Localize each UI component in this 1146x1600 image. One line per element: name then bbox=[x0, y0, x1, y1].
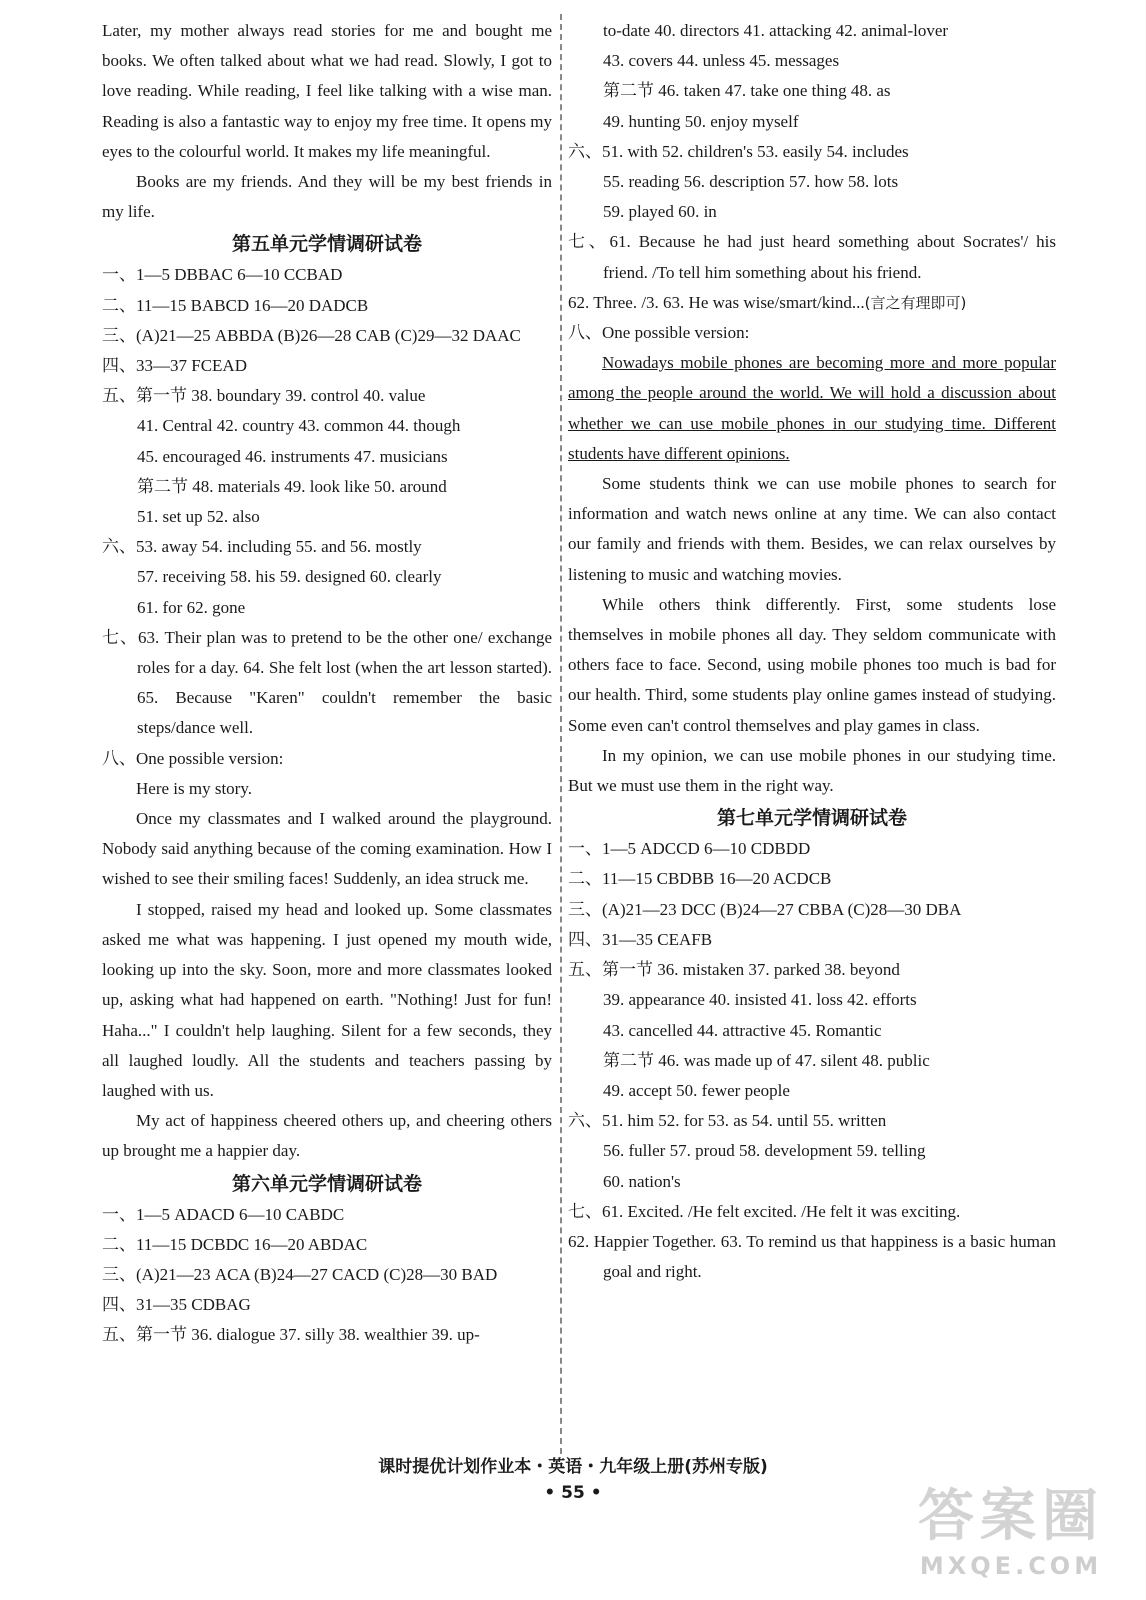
answer-line: 45. encouraged 46. instruments 47. musicians bbox=[137, 446, 448, 466]
column-divider bbox=[560, 14, 562, 1454]
essay-paragraph: Some students think we can use mobile phones to search for information and watch news online at any time. We can also contact our family and friends with them. Besides, we can relax ourselves by listening to music and watching movies. bbox=[568, 474, 1056, 584]
answer-line: 60. nation's bbox=[603, 1171, 681, 1191]
answer-line: 三、(A)21—23 DCC (B)24—27 CBBA (C)28—30 DBA bbox=[568, 899, 962, 919]
section-title-unit7: 第七单元学情调研试卷 bbox=[716, 807, 907, 830]
essay-paragraph: Books are my friends. And they will be my best friends in my life. bbox=[102, 172, 552, 222]
answer-line: 55. reading 56. description 57. how 58. lots bbox=[603, 172, 899, 192]
answer-line: 39. appearance 40. insisted 41. loss 42. efforts bbox=[603, 990, 917, 1010]
answer-line: 56. fuller 57. proud 58. development 59. telling bbox=[603, 1141, 926, 1161]
essay-paragraph: My act of happiness cheered others up, and cheering others up brought me a happier day. bbox=[102, 1111, 552, 1161]
answer-line: 六、53. away 54. including 55. and 56. mostly bbox=[102, 537, 422, 557]
answer-line: 61. for 62. gone bbox=[137, 597, 246, 617]
answer-line bbox=[568, 288, 1056, 318]
section-title-unit5: 第五单元学情调研试卷 bbox=[231, 233, 422, 256]
answer-text: 62. Three. /3. 63. He was wise/smart/kind... bbox=[568, 292, 865, 312]
book-series-title: 课时提优计划作业本・英语・九年级上册(苏州专版) bbox=[378, 1457, 768, 1477]
essay-paragraph: Later, my mother always read stories for me and bought me books. We often talked about what we had read. Slowly, I got to love reading. While reading, I feel like talking with a wise man. Reading is also a fantastic way to enjoy my free time. It opens my eyes to the colourful world. It makes my life meaningful. bbox=[102, 21, 552, 161]
answer-line: 第二节 46. taken 47. take one thing 48. as bbox=[603, 81, 891, 101]
answer-paragraph: 62. Happier Together. 63. To remind us that happiness is a basic human goal and right. bbox=[568, 1231, 1056, 1282]
essay-paragraph: Once my classmates and I walked around the playground. Nobody said anything because of the coming examination. How I wished to see their smiling faces! Suddenly, an idea struck me. bbox=[102, 809, 552, 889]
answer-line: 八、One possible version: bbox=[102, 748, 284, 768]
answer-paragraph: 七、63. Their plan was to pretend to be the other one/ exchange roles for a day. 64. She felt lost (when the art lesson started). 65. Because "Karen" couldn't remember the basic steps/dance well. bbox=[102, 627, 552, 738]
answer-line: 六、51. him 52. for 53. as 54. until 55. written bbox=[568, 1111, 887, 1131]
answer-line: 六、51. with 52. children's 53. easily 54. includes bbox=[568, 141, 909, 161]
answer-line: 二、11—15 CBDBB 16—20 ACDCB bbox=[568, 869, 832, 889]
answer-line: 43. cancelled 44. attractive 45. Romantic bbox=[603, 1020, 882, 1040]
answer-line: to-date 40. directors 41. attacking 42. animal-lover bbox=[603, 21, 949, 40]
answer-line: 51. set up 52. also bbox=[137, 507, 260, 527]
answer-line: 四、31—35 CDBAG bbox=[102, 1295, 251, 1315]
answer-line: 八、One possible version: bbox=[568, 323, 750, 343]
answer-line: 七、61. Excited. /He felt excited. /He felt it was exciting. bbox=[568, 1201, 961, 1221]
essay-paragraph: While others think differently. First, some students lose themselves in mobile phones all day. They seldom communicate with others face to face. Second, using mobile phones too much is bad for our health. Third, some students play online games instead of studying. Some even can't control themselves and play games in class. bbox=[568, 594, 1056, 735]
answer-line: 四、31—35 CEAFB bbox=[568, 929, 713, 949]
page-number: • 55 • bbox=[544, 1483, 602, 1503]
site-watermark bbox=[886, 1482, 1136, 1592]
essay-paragraph: I stopped, raised my head and looked up. Some classmates asked me what was happening. I just opened my mouth wide, looking up into the sky. Soon, more and more classmates looked up, asking what had happened on earth. "Nothing! Just for fun! Haha..." I couldn't help laughing. Silent for a few seconds, they all laughed loudly. All the students and teachers passing by laughed with us. bbox=[102, 899, 552, 1100]
answer-line: 59. played 60. in bbox=[603, 202, 717, 222]
watermark-url: MXQE.COM bbox=[919, 1552, 1103, 1580]
story-title: Here is my story. bbox=[136, 778, 252, 798]
answer-line: 一、1—5 DBBAC 6—10 CCBAD bbox=[102, 265, 343, 285]
essay-intro-underlined: Nowadays mobile phones are becoming more and more popular among the people around the world. We will hold a discussion about whether we can use mobile phones in our studying time. Different students have different opinions. bbox=[568, 353, 1056, 463]
answer-line: 第二节 46. was made up of 47. silent 48. public bbox=[603, 1050, 930, 1070]
left-column bbox=[102, 16, 552, 1351]
answer-line: 三、(A)21—23 ACA (B)24—27 CACD (C)28—30 BAD bbox=[102, 1264, 498, 1284]
right-column bbox=[568, 16, 1056, 1287]
answer-line: 二、11—15 BABCD 16—20 DADCB bbox=[102, 295, 369, 315]
answer-line: 一、1—5 ADACD 6—10 CABDC bbox=[102, 1204, 345, 1224]
answer-line: 第二节 48. materials 49. look like 50. around bbox=[137, 476, 447, 496]
section-title-unit6: 第六单元学情调研试卷 bbox=[231, 1172, 422, 1195]
answer-line: 41. Central 42. country 43. common 44. though bbox=[137, 416, 461, 436]
answer-line: 二、11—15 DCBDC 16—20 ABDAC bbox=[102, 1234, 368, 1254]
answer-line: 一、1—5 ADCCD 6—10 CDBDD bbox=[568, 839, 811, 859]
answer-line: 五、第一节 38. boundary 39. control 40. value bbox=[102, 386, 426, 406]
answer-line: 43. covers 44. unless 45. messages bbox=[603, 51, 840, 71]
answer-line: 五、第一节 36. mistaken 37. parked 38. beyond bbox=[568, 960, 900, 980]
answer-line: 57. receiving 58. his 59. designed 60. clearly bbox=[137, 567, 442, 587]
answer-line: 三、(A)21—25 ABBDA (B)26—28 CAB (C)29—32 DAAC bbox=[102, 325, 521, 345]
answer-paragraph: 七、61. Because he had just heard something about Socrates'/ his friend. /To tell him something about his friend. bbox=[568, 232, 1056, 282]
answer-line: 49. accept 50. fewer people bbox=[603, 1080, 790, 1100]
essay-paragraph: In my opinion, we can use mobile phones in our studying time. But we must use them in the right way. bbox=[568, 745, 1056, 796]
grading-note: (言之有理即可) bbox=[864, 293, 967, 312]
answer-line: 四、33—37 FCEAD bbox=[102, 356, 247, 376]
watermark-logo-text: 答案圈 bbox=[918, 1484, 1104, 1549]
answer-line: 49. hunting 50. enjoy myself bbox=[603, 111, 799, 131]
answer-line: 五、第一节 36. dialogue 37. silly 38. wealthier 39. up- bbox=[102, 1325, 480, 1345]
